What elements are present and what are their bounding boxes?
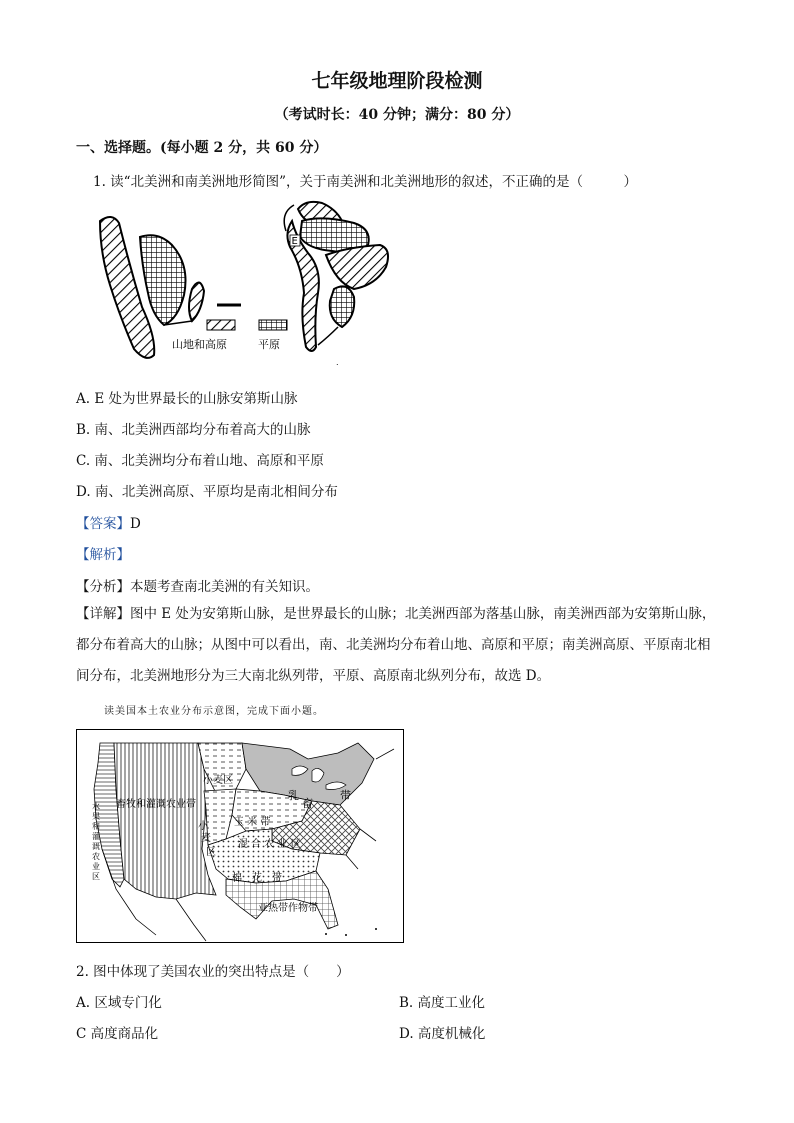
detail-tag: 【详解】 [76,606,130,622]
detail-paragraph [76,599,716,692]
label-dairy-1: 乳 [288,789,299,802]
answer-value: D [130,516,141,532]
label-fruit-irrigation: 水果和灌溉农业区 [92,802,100,881]
fenxi-line [76,575,319,595]
answer-line [76,512,141,532]
fenxi-text: 本题考查南北美洲的有关知识。 [130,579,319,595]
label-dairy-2: 畜 [302,797,313,810]
legend-mountain-label: 山地和高原 [172,338,227,351]
sa-laplata-plain [330,286,355,327]
q1-option-c[interactable]: C. 南、北美洲均分布着山地、高原和平原 [76,453,324,469]
page-title: 七年级地理阶段检测 [311,70,483,92]
question-2-stem: 2. 图中体现了美国农业的突出特点是（ ） [76,964,350,980]
label-mixed: 混 合 农 业 区 [238,839,301,850]
map-caption: 读美国本土农业分布示意图，完成下面小题。 [104,706,324,717]
q2-option-a[interactable]: A. 区域专门化 [76,995,162,1011]
legend-mountain-swatch [207,320,235,330]
q1-option-b[interactable]: B. 南、北美洲西部均分布着高大的山脉 [76,422,311,438]
label-ranching: 畜牧和灌溉农业带 [116,799,196,810]
label-wheat-north: 小麦区 [203,775,233,786]
q2-option-d[interactable]: D. 高度机械化 [399,1026,486,1042]
us-agriculture-map [76,729,404,943]
legend-plain-label: 平原 [258,338,280,351]
section-heading: 一、选择题。(每小题 2 分，共 60 分） [76,140,328,156]
q2-option-c[interactable]: C 高度商品化 [76,1026,159,1042]
q1-option-a[interactable]: A. E 处为世界最长的山脉安第斯山脉 [76,391,298,407]
label-wheat-south-1: 小 [198,821,208,832]
label-cotton: 棉 花 带 [232,873,282,884]
label-subtropical: 亚热带作物带 [258,903,318,914]
americas-terrain-figure [86,197,396,369]
label-wheat-south-2: 麦 [201,833,211,844]
sa-brazil-plateau [326,245,388,289]
detail-text: 图中 E 处为安第斯山脉，是世界最长的山脉；北美洲西部为落基山脉，南美洲西部为安第斯山脉，都分布着高大的山脉；从图中可以看出，南、北美洲均分布着山地、高原和平原；南美洲高原、平原南北相间分布，北美洲地形分为三大南北纵列带，平原、高原南北纵列分布，故选 D。 [76,606,716,684]
label-dairy-3: 带 [340,789,351,802]
question-1-stem: 1. 读“北美洲和南美洲地形简图”，关于南美洲和北美洲地形的叙述，不正确的是（ ） [93,174,637,190]
na-eastern-mountains [189,282,204,321]
q1-option-d[interactable]: D. 南、北美洲高原、平原均是南北相间分布 [76,484,338,500]
fenxi-tag: 【分析】 [76,579,130,595]
na-central-plain [140,235,186,325]
q2-option-b[interactable]: B. 高度工业化 [399,995,486,1011]
exam-info: （考试时长：40 分钟；满分：80 分） [274,107,520,123]
analysis-tag: 【解析】 [76,547,130,563]
svg-text:.: . [336,358,339,367]
label-wheat-south-3: 区 [206,847,216,858]
legend-plain-swatch [259,320,287,330]
label-e: E [291,236,298,247]
answer-tag: 【答案】 [76,516,130,532]
label-corn: 玉 米 带 [234,817,271,828]
